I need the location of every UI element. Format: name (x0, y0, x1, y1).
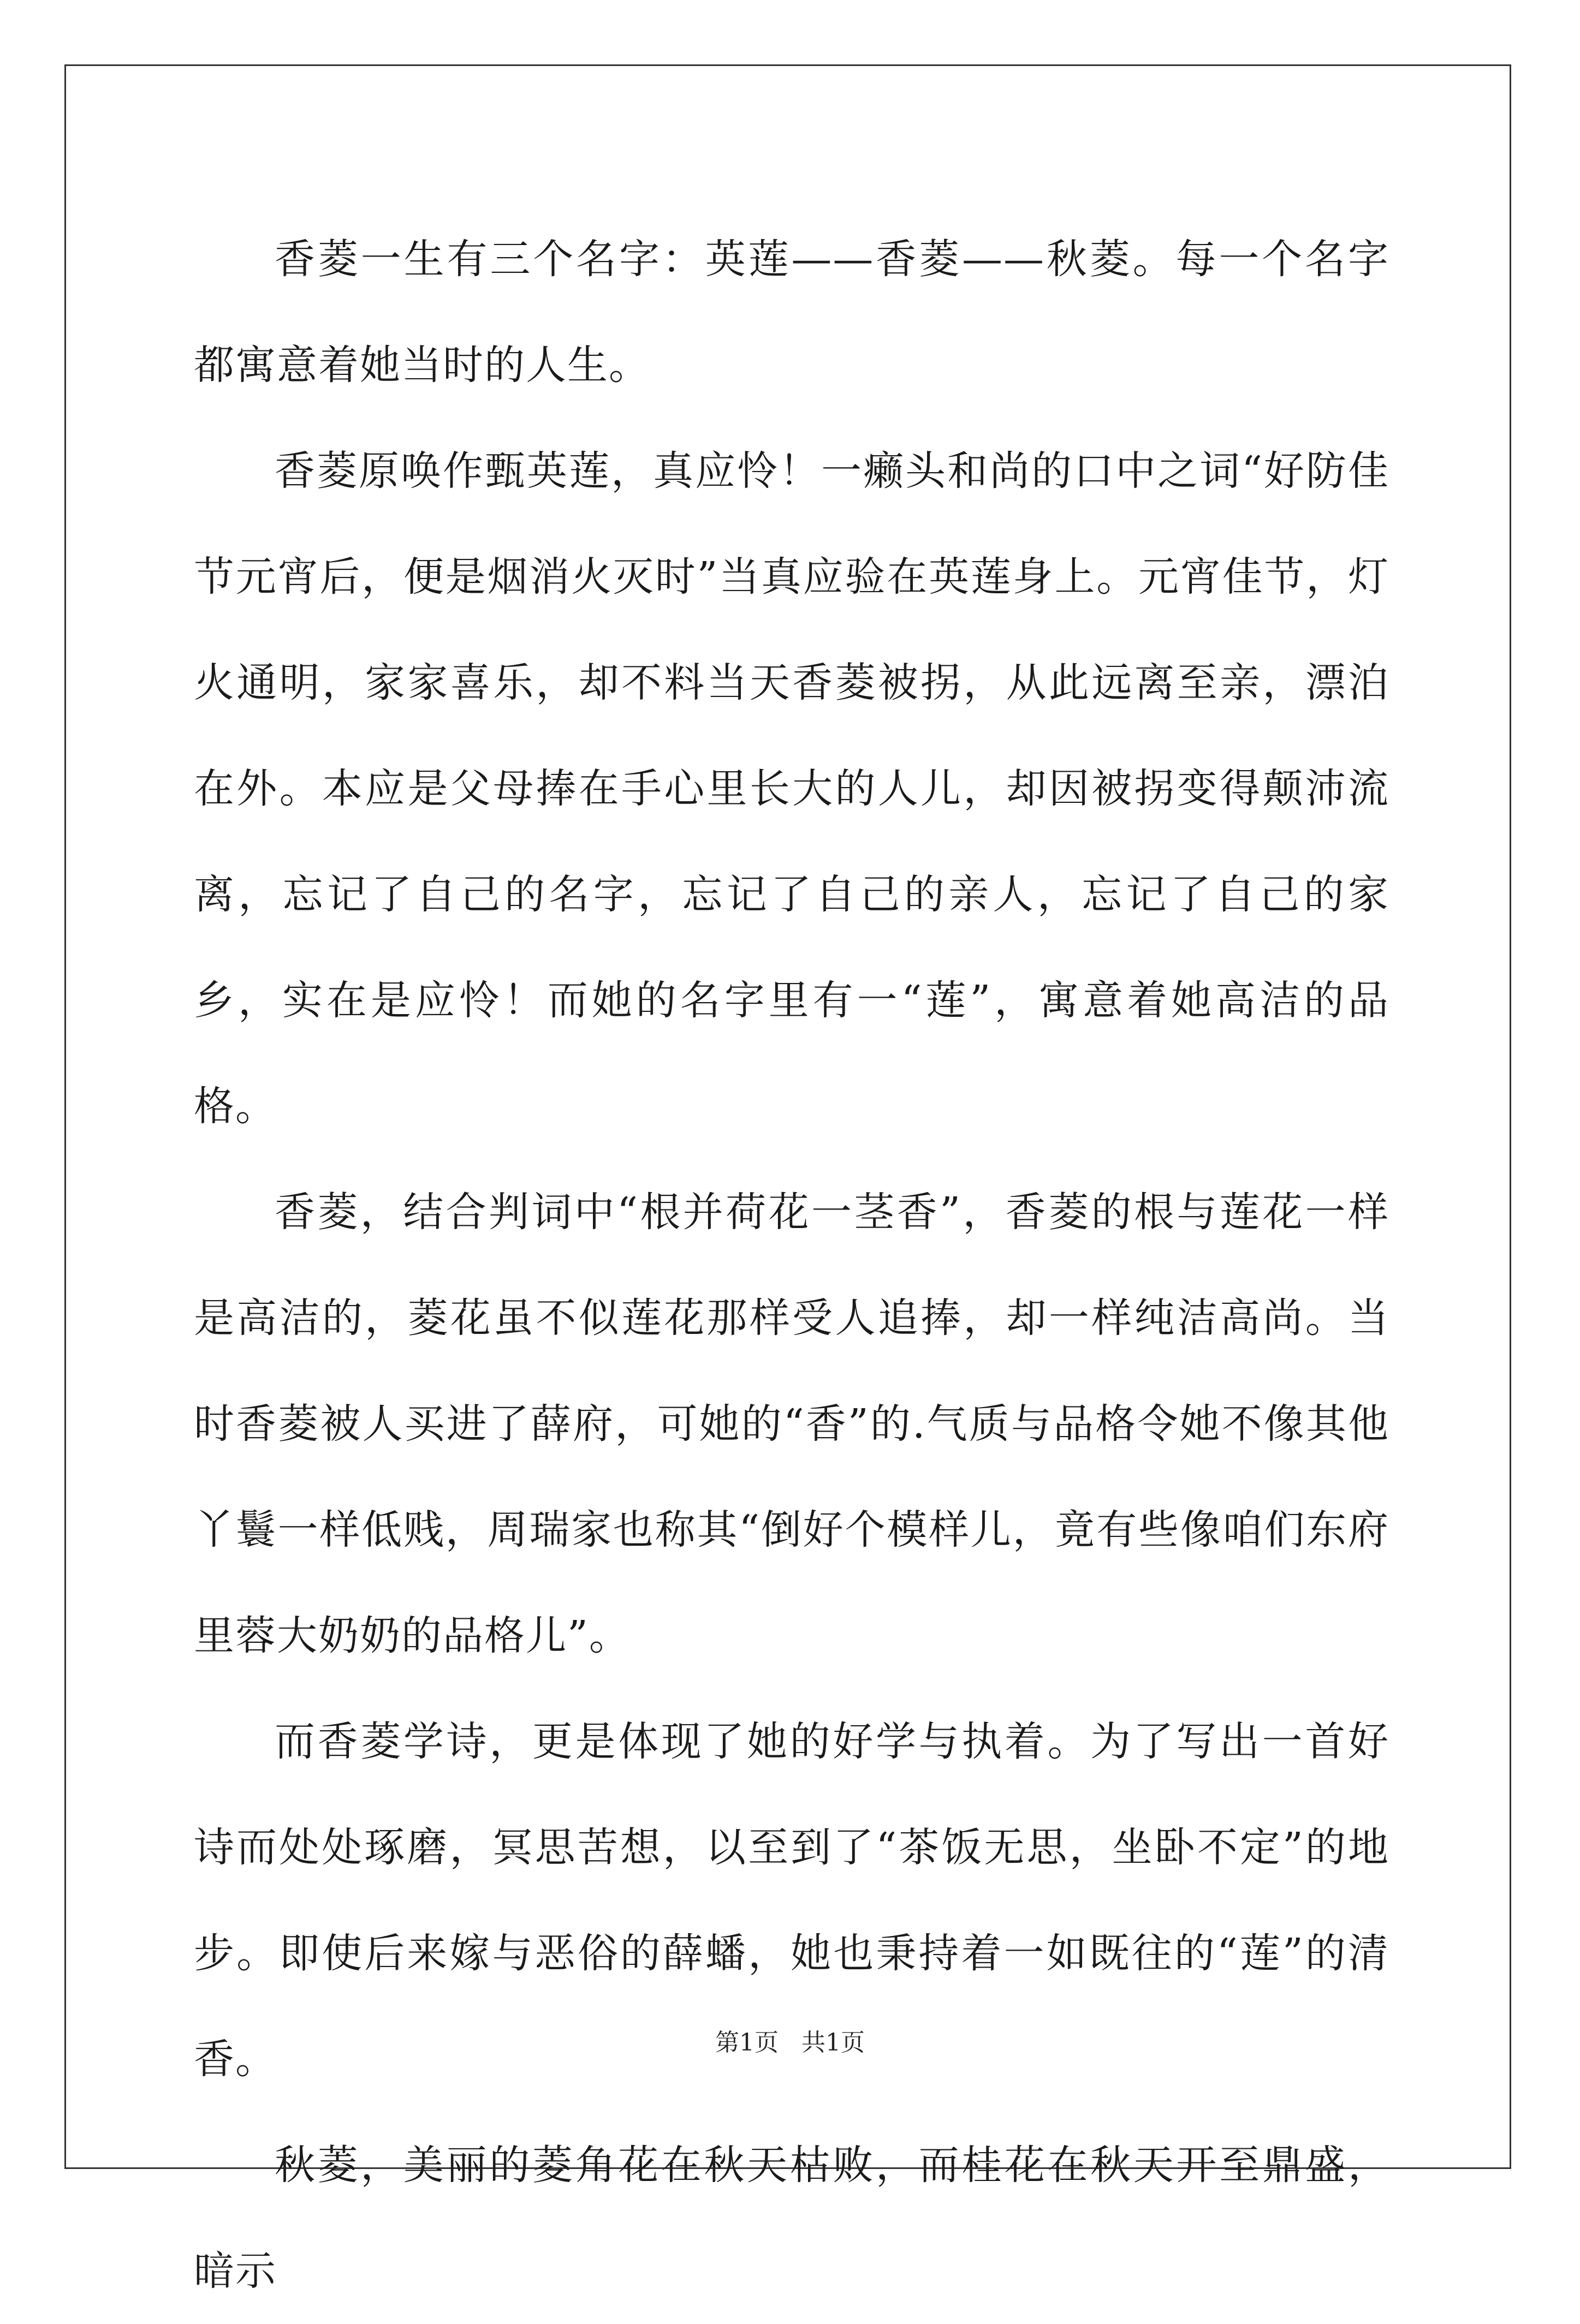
document-body (194, 206, 1389, 2324)
page-footer: 第1页 共1页 (715, 2029, 865, 2057)
paragraph-3: 香菱，结合判词中“根并荷花一茎香”，香菱的根与莲花一样是高洁的，菱花虽不似莲花那样受人追捧，却一样纯洁高尚。当时香菱被人买进了薛府，可她的“香”的.气质与品格令她不像其他丫鬟一样低贱，周瑞家也称其“倒好个模样儿，竟有些像咱们东府里蓉大奶奶的品格儿”。 (194, 1189, 1389, 1659)
paragraph-1: 香菱一生有三个名字：英莲——香菱——秋菱。每一个名字都寓意着她当时的人生。 (194, 236, 1389, 389)
paragraph-4: 而香菱学诗，更是体现了她的好学与执着。为了写出一首好诗而处处琢磨，冥思苦想，以至到了“茶饭无思，坐卧不定”的地步。即使后来嫁与恶俗的薛蟠，她也秉持着一如既往的“莲”的清香。 (194, 1718, 1389, 2083)
paragraph-5: 秋菱，美丽的菱角花在秋天枯败，而桂花在秋天开至鼎盛，暗示 (194, 2142, 1389, 2295)
paragraph-2: 香菱原唤作甄英莲，真应怜！一癞头和尚的口中之词“好防佳节元宵后，便是烟消火灭时”当真应验在英莲身上。元宵佳节，灯火通明，家家喜乐，却不料当天香菱被拐，从此远离至亲，漂泊在外。本应是父母捧在手心里长大的人儿，却因被拐变得颠沛流离，忘记了自己的名字，忘记了自己的亲人，忘记了自己的家乡，实在是应怜！而她的名字里有一“莲”，寓意着她高洁的品格。 (194, 448, 1389, 1130)
